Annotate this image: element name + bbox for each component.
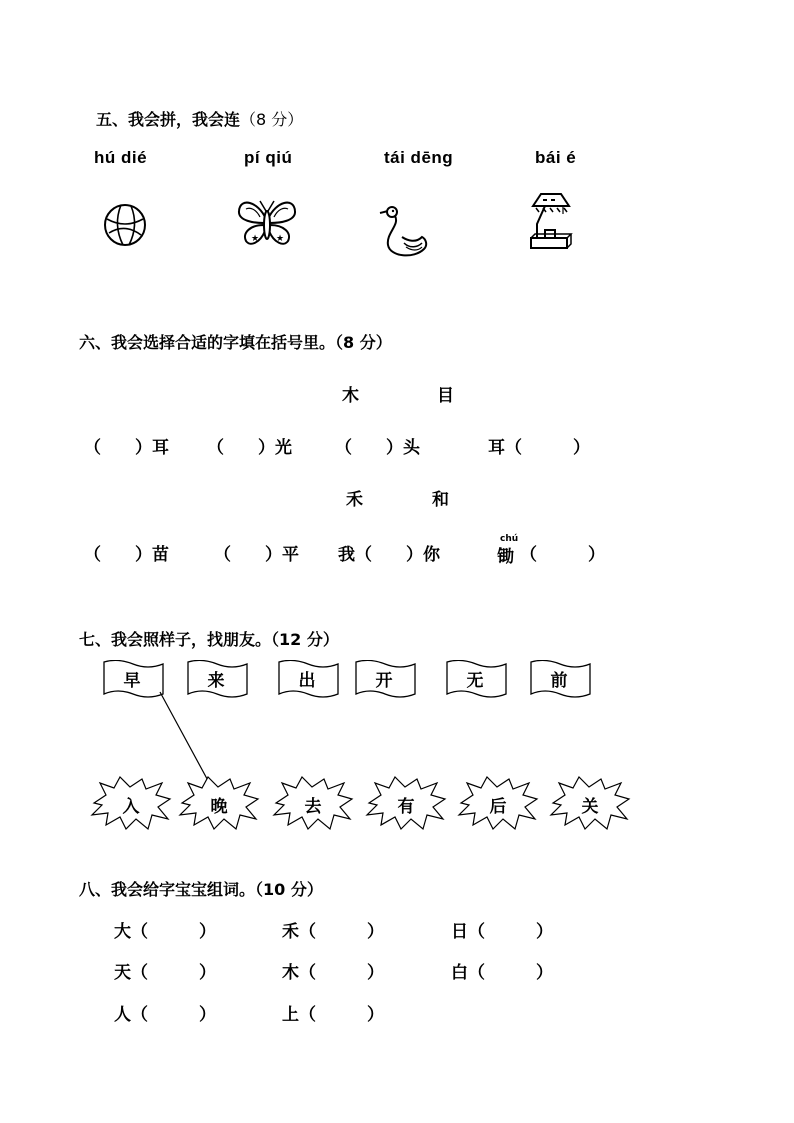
- burst-hou[interactable]: [457, 775, 539, 831]
- flag-label: 来: [207, 671, 225, 691]
- flag-label: 早: [123, 671, 141, 691]
- char-he-and: 和: [432, 490, 449, 510]
- burst-label: 入: [122, 797, 140, 817]
- burst-qu[interactable]: [272, 775, 354, 831]
- burst-label: 有: [397, 797, 415, 817]
- pinyin-piqiu: pí qiú: [244, 148, 293, 167]
- burst-you[interactable]: [365, 775, 447, 831]
- fill-item-2[interactable]: （ ）光: [207, 438, 292, 458]
- pinyin-hudie: hú dié: [94, 148, 148, 167]
- pinyin-chu: chú: [500, 534, 519, 544]
- burst-wan[interactable]: [178, 775, 260, 831]
- fill-item-7[interactable]: 我（ ）你: [338, 545, 440, 565]
- section5-title-text: 五、我会拼，我会连: [96, 110, 241, 129]
- pinyin-baie: bái é: [535, 148, 577, 167]
- char-he-grain: 禾: [346, 490, 363, 510]
- butterfly-picture[interactable]: [236, 199, 298, 249]
- burst-label: 后: [489, 797, 507, 817]
- burst-label: 去: [304, 797, 322, 817]
- burst-label: 关: [581, 797, 599, 817]
- fill-item-1[interactable]: （ ）耳: [84, 438, 169, 458]
- burst-label: 晚: [210, 797, 228, 817]
- char-mu-eye: 目: [437, 386, 454, 406]
- flag-chu[interactable]: [278, 660, 340, 702]
- section6-title: 六、我会选择合适的字填在括号里。（8 分）: [79, 333, 392, 352]
- word-item-shang[interactable]: 上（ ）: [282, 1005, 384, 1025]
- word-item-ren[interactable]: 人（ ）: [114, 1005, 216, 1025]
- char-chu: 锄: [497, 547, 514, 567]
- word-item-da[interactable]: 大（ ）: [114, 922, 216, 942]
- section7-title: 七、我会照样子，找朋友。（12 分）: [79, 630, 339, 649]
- svg-text:★: ★: [276, 234, 285, 244]
- flag-label: 无: [466, 671, 484, 691]
- burst-guan[interactable]: [549, 775, 631, 831]
- ball-picture[interactable]: [103, 203, 147, 247]
- word-item-tian[interactable]: 天（ ）: [114, 963, 216, 983]
- flag-label: 前: [550, 671, 568, 691]
- flag-kai[interactable]: [355, 660, 417, 702]
- flag-wu[interactable]: [446, 660, 508, 702]
- svg-text:★: ★: [251, 234, 260, 244]
- flag-qian[interactable]: [530, 660, 592, 702]
- word-item-bai[interactable]: 白（ ）: [451, 963, 553, 983]
- section5-title: [96, 107, 303, 130]
- word-item-he[interactable]: 禾（ ）: [282, 922, 384, 942]
- word-item-mu[interactable]: 木（ ）: [282, 963, 384, 983]
- char-mu-wood: 木: [342, 386, 359, 406]
- word-item-ri[interactable]: 日（ ）: [451, 922, 553, 942]
- flag-label: 开: [375, 671, 393, 691]
- pinyin-taideng: tái dēng: [384, 148, 454, 167]
- section5-points: （8 分）: [240, 110, 304, 129]
- flag-label: 出: [298, 671, 316, 691]
- fill-item-6[interactable]: （ ）平: [214, 545, 299, 565]
- burst-ru[interactable]: [90, 775, 172, 831]
- fill-item-4[interactable]: 耳（ ）: [488, 438, 590, 458]
- section8-title: 八、我会给字宝宝组词。（10 分）: [79, 880, 323, 899]
- goose-picture[interactable]: [376, 203, 430, 261]
- fill-item-8[interactable]: （ ）: [520, 545, 605, 565]
- fill-item-5[interactable]: （ ）苗: [84, 545, 169, 565]
- fill-item-3[interactable]: （ ）头: [335, 438, 420, 458]
- lamp-picture[interactable]: [527, 192, 575, 252]
